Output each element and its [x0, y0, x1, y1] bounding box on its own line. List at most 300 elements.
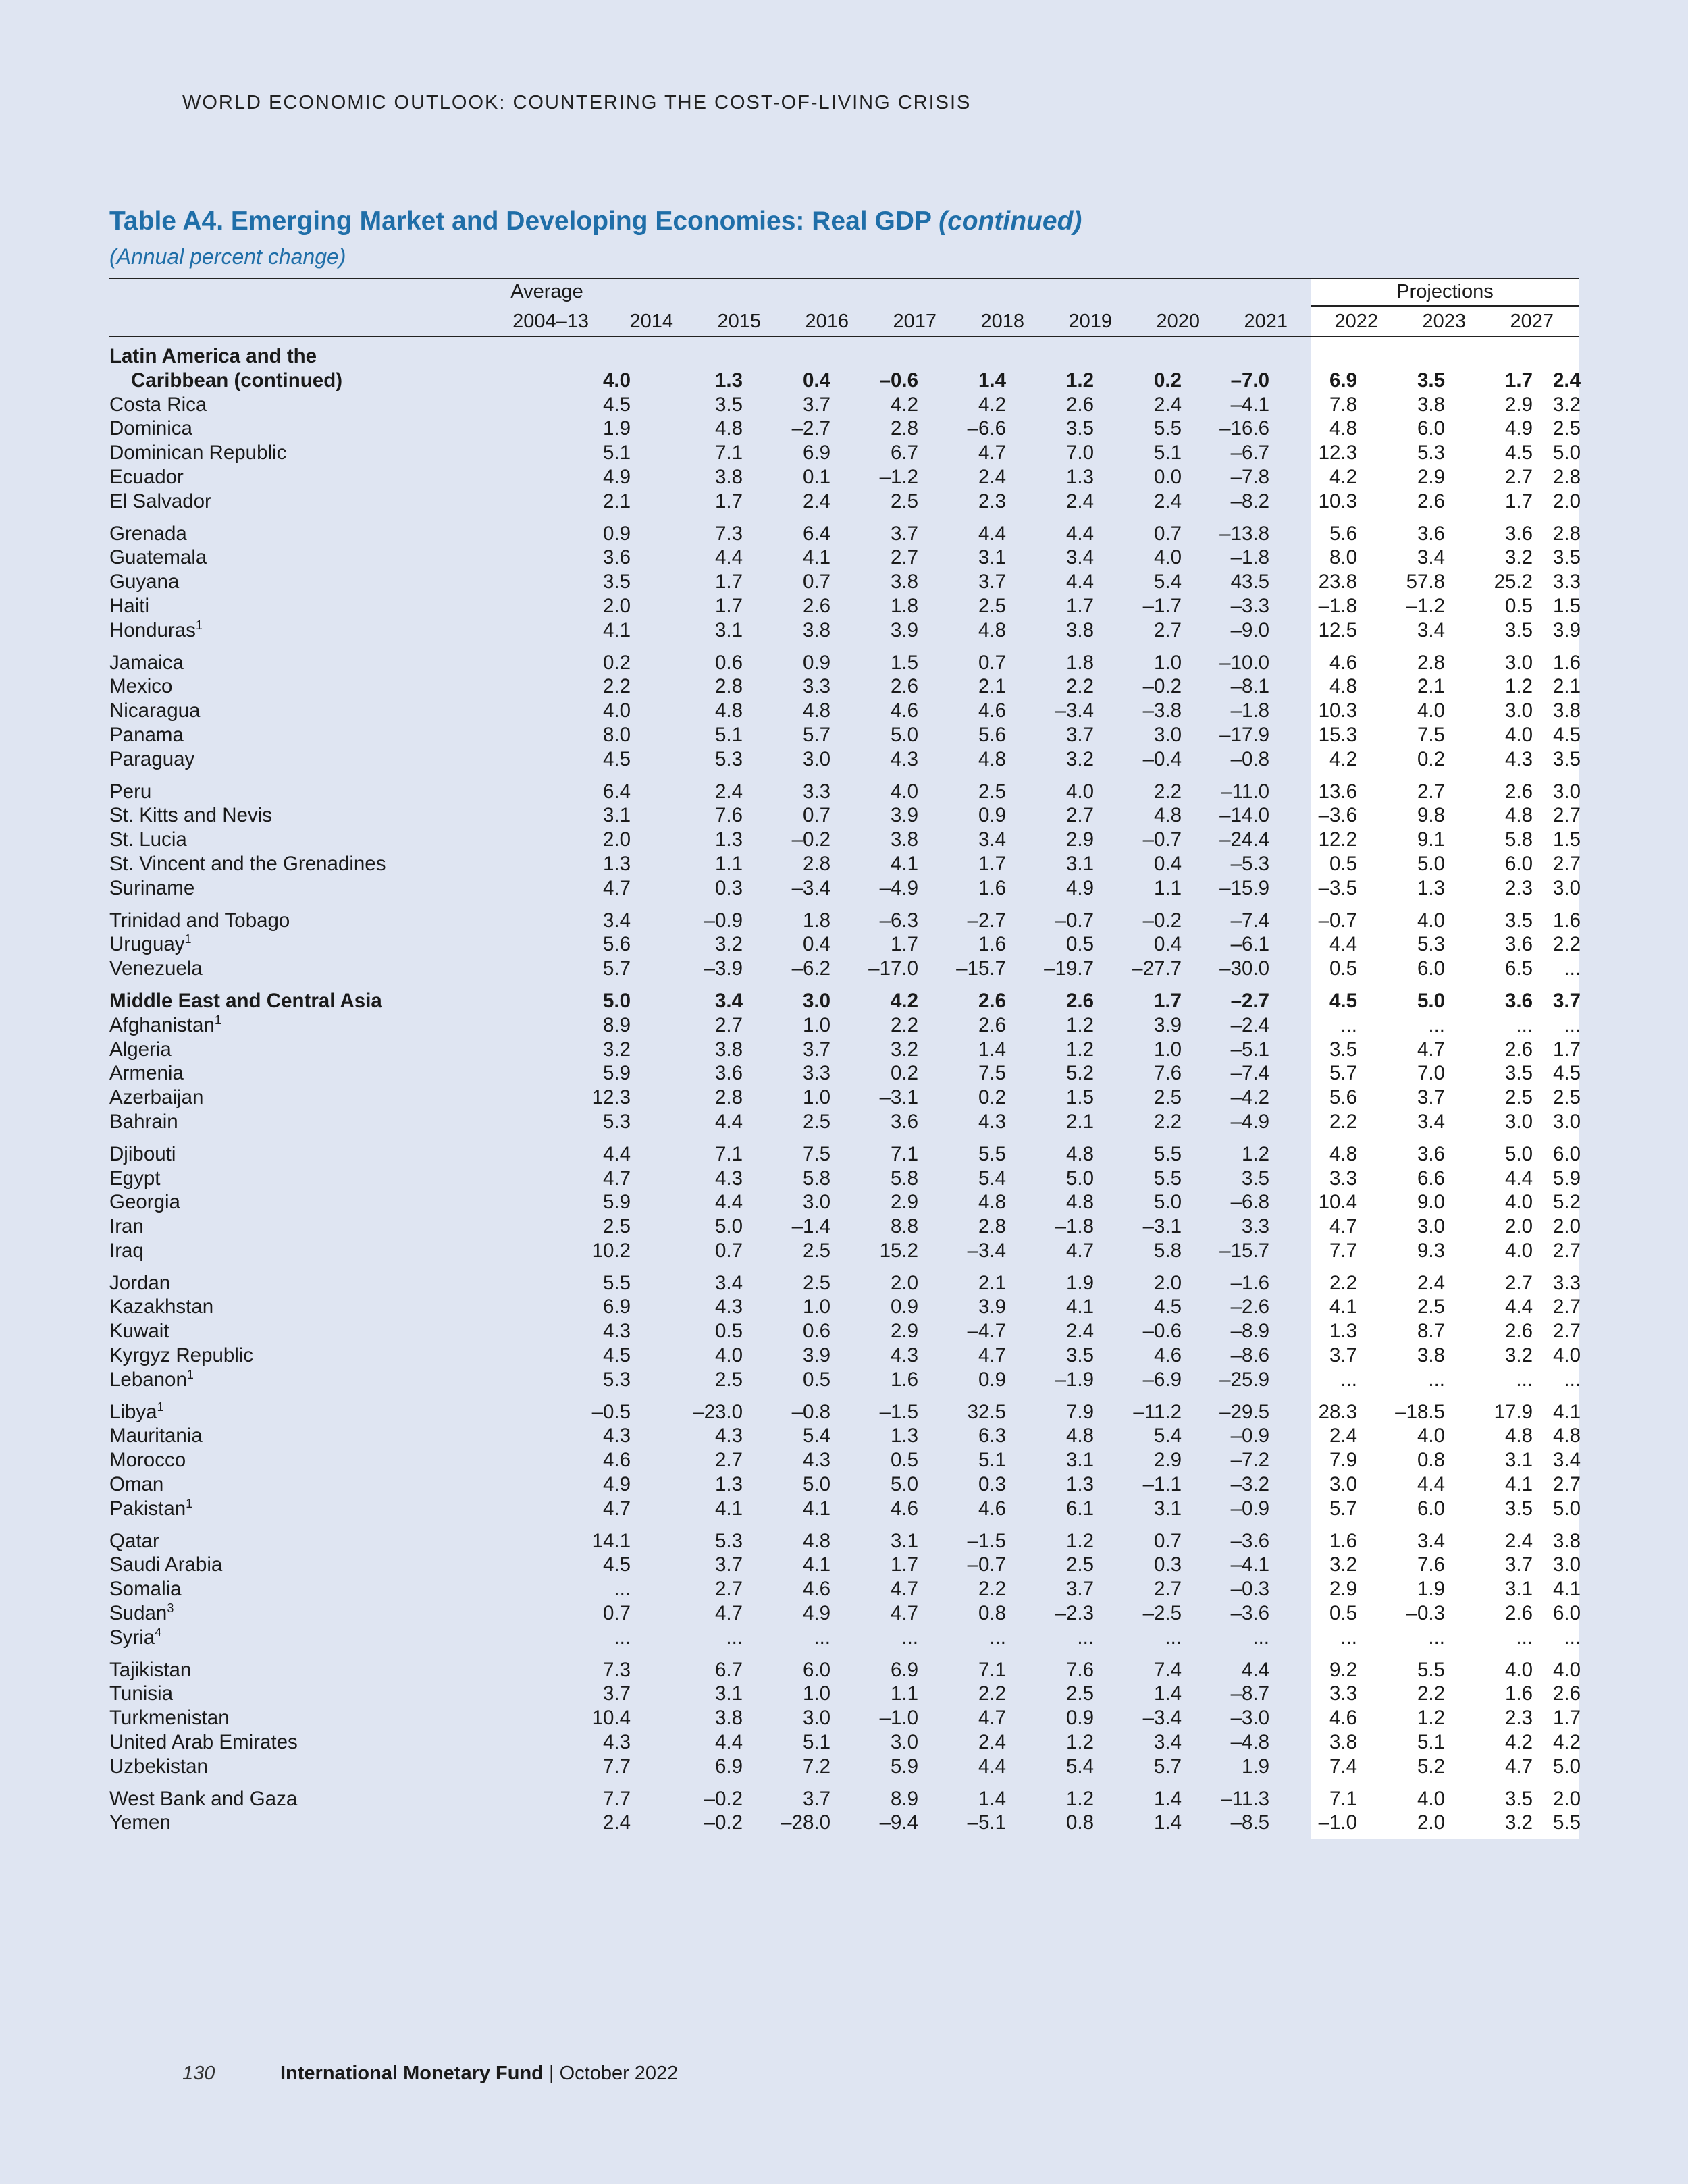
cell-2004–13: 0.9	[602, 522, 631, 545]
row-label	[109, 1472, 567, 1497]
cell-2020: –8.9	[1230, 1320, 1269, 1343]
table-row	[109, 643, 1606, 675]
cell-2017: 1.4	[978, 1787, 1006, 1810]
gdp-table	[109, 344, 1606, 1835]
table-row	[109, 1448, 1606, 1472]
cell-2015: –28.0	[781, 1811, 830, 1834]
cell-2018: 4.0	[1065, 780, 1094, 803]
cell-2019: –1.7	[1142, 594, 1182, 617]
cell-2004–13: 7.7	[602, 1787, 631, 1810]
cell-2020: –7.2	[1230, 1449, 1269, 1472]
cell-2023: 4.0	[1504, 723, 1533, 746]
table-row	[109, 981, 1606, 1013]
cell-2015: 1.8	[802, 909, 830, 932]
cell-2014: 4.1	[714, 1497, 743, 1520]
cell-2016: 4.3	[890, 1344, 918, 1367]
cell-2019: –3.4	[1142, 1707, 1182, 1730]
cell-2022: 3.6	[1417, 522, 1445, 545]
cell-2020: –6.7	[1230, 442, 1269, 464]
cell-2016: 4.6	[890, 699, 918, 722]
row-label	[109, 1755, 567, 1779]
cell-2021: 8.0	[1329, 546, 1357, 569]
row-label-text: Suriname	[109, 876, 195, 899]
table-row	[109, 772, 1606, 804]
cell-2015: 1.0	[802, 1296, 830, 1319]
cell-2015: 0.4	[802, 369, 830, 392]
column-header-4: 2017	[893, 311, 937, 332]
cell-2015: 4.1	[802, 546, 830, 569]
cell-2017: 0.7	[978, 651, 1006, 674]
cell-2018: 1.9	[1065, 1271, 1094, 1294]
cell-2022: 9.0	[1417, 1191, 1445, 1214]
cell-2014: ...	[726, 1626, 743, 1649]
cell-2017: 0.9	[978, 1368, 1006, 1391]
row-label-text: Iran	[109, 1215, 144, 1238]
cell-2018: –1.9	[1055, 1368, 1094, 1391]
cell-2027: 2.5	[1552, 1086, 1581, 1109]
cell-2015: 5.1	[802, 1731, 830, 1754]
cell-2016: 3.0	[890, 1731, 918, 1754]
row-label-text: Haiti	[109, 594, 150, 617]
cell-2016: 5.8	[890, 1167, 918, 1190]
row-label-text: Azerbaijan	[109, 1086, 204, 1109]
cell-2004–13: 4.7	[602, 876, 631, 899]
cell-2020: –7.4	[1230, 1062, 1269, 1085]
cell-2004–13: 4.3	[602, 1731, 631, 1754]
table-row	[109, 369, 1606, 393]
cell-2019: –1.1	[1142, 1473, 1182, 1496]
table-row	[109, 1706, 1606, 1730]
cell-2022: 3.8	[1417, 393, 1445, 416]
row-label-text: Panama	[109, 723, 184, 746]
cell-2004–13: 4.7	[602, 1167, 631, 1190]
cell-2019: 0.0	[1153, 465, 1182, 488]
cell-2019: 0.3	[1153, 1553, 1182, 1576]
table-row	[109, 1343, 1606, 1368]
cell-2021: 0.5	[1329, 1602, 1357, 1625]
cell-2004–13: 2.4	[602, 1811, 631, 1834]
cell-2027: 2.7	[1552, 804, 1581, 827]
cell-2004–13: 8.0	[602, 723, 631, 746]
cell-2018: 2.4	[1065, 489, 1094, 512]
footnote-marker: 1	[186, 1497, 193, 1511]
cell-2018: 7.0	[1065, 442, 1094, 464]
cell-2016: 0.9	[890, 1296, 918, 1319]
cell-2014: –0.2	[704, 1787, 743, 1810]
table-row	[109, 932, 1606, 957]
row-label	[109, 1521, 567, 1553]
cell-2018: –1.8	[1055, 1215, 1094, 1238]
cell-2015: 4.1	[802, 1497, 830, 1520]
cell-2017: 2.5	[978, 780, 1006, 803]
row-label-text: Pakistan	[109, 1497, 186, 1520]
table-row	[109, 441, 1606, 465]
cell-2015: 3.3	[802, 1062, 830, 1085]
cell-2019: –27.7	[1132, 957, 1182, 980]
cell-2014: 7.6	[714, 804, 743, 827]
cell-2019: 5.8	[1153, 1239, 1182, 1262]
cell-2014: 3.5	[714, 393, 743, 416]
cell-2004–13: 4.1	[602, 618, 631, 641]
cell-2015: 6.4	[802, 522, 830, 545]
cell-2015: 6.0	[802, 1658, 830, 1681]
row-label	[109, 1295, 567, 1319]
cell-2022: 5.0	[1417, 989, 1445, 1012]
cell-2027: 1.6	[1552, 909, 1581, 932]
cell-2004–13: 5.1	[602, 442, 631, 464]
cell-2023: 2.0	[1504, 1215, 1533, 1238]
table-title-suffix: (continued)	[939, 207, 1082, 236]
row-label	[109, 1134, 567, 1167]
cell-2027: 2.4	[1552, 369, 1581, 392]
table-row	[109, 1497, 1606, 1521]
cell-2019: 3.0	[1153, 723, 1182, 746]
row-label-text: Qatar	[109, 1529, 159, 1552]
cell-2021: 4.2	[1329, 747, 1357, 770]
cell-2020: –5.1	[1230, 1038, 1269, 1061]
cell-2027: 1.7	[1552, 1038, 1581, 1061]
cell-2023: 4.1	[1504, 1473, 1533, 1496]
cell-2016: 3.9	[890, 618, 918, 641]
row-label	[109, 901, 567, 933]
cell-2014: 3.6	[714, 1062, 743, 1085]
cell-2017: –2.7	[967, 909, 1006, 932]
cell-2022: 3.4	[1417, 1110, 1445, 1133]
row-label	[109, 932, 567, 957]
cell-2016: 5.9	[890, 1755, 918, 1778]
cell-2019: 7.6	[1153, 1062, 1182, 1085]
row-label	[109, 1811, 567, 1835]
cell-2027: 3.0	[1552, 1110, 1581, 1133]
cell-2017: 32.5	[967, 1400, 1006, 1423]
cell-2023: 4.2	[1504, 1731, 1533, 1754]
row-label	[109, 1553, 567, 1577]
row-label-text: Nicaragua	[109, 699, 201, 722]
cell-2023: 1.2	[1504, 675, 1533, 698]
cell-2020: –1.6	[1230, 1271, 1269, 1294]
cell-2015: 0.6	[802, 1320, 830, 1343]
cell-2016: 4.2	[890, 989, 918, 1012]
cell-2014: 0.5	[714, 1320, 743, 1343]
table-row	[109, 1553, 1606, 1577]
cell-2014: 1.3	[714, 1473, 743, 1496]
cell-2004–13: 5.3	[602, 1110, 631, 1133]
cell-2015: –2.7	[791, 417, 830, 440]
cell-2018: 2.5	[1065, 1682, 1094, 1705]
cell-2023: 4.5	[1504, 442, 1533, 464]
cell-2014: 4.8	[714, 417, 743, 440]
cell-2021: ...	[1340, 1626, 1357, 1649]
cell-2016: 3.9	[890, 804, 918, 827]
average-label: Average	[510, 281, 583, 302]
cell-2016: –1.2	[879, 465, 918, 488]
cell-2020: –3.6	[1230, 1529, 1269, 1552]
cell-2023: 2.3	[1504, 876, 1533, 899]
cell-2018: –2.3	[1055, 1602, 1094, 1625]
cell-2021: 0.5	[1329, 852, 1357, 875]
cell-2023: ...	[1516, 1626, 1533, 1649]
cell-2022: 6.0	[1417, 417, 1445, 440]
cell-2016: 8.8	[890, 1215, 918, 1238]
cell-2023: ...	[1516, 1013, 1533, 1036]
cell-2023: 6.0	[1504, 852, 1533, 875]
table-row	[109, 1472, 1606, 1497]
row-label	[109, 1682, 567, 1706]
cell-2017: 2.8	[978, 1215, 1006, 1238]
cell-2020: 4.4	[1241, 1658, 1269, 1681]
cell-2020: –2.4	[1230, 1013, 1269, 1036]
cell-2020: –8.2	[1230, 489, 1269, 512]
cell-2022: 3.6	[1417, 1142, 1445, 1165]
cell-2021: 5.7	[1329, 1062, 1357, 1085]
table-row	[109, 594, 1606, 618]
table-row	[109, 1215, 1606, 1239]
row-label-text: Armenia	[109, 1062, 184, 1085]
cell-2015: 3.3	[802, 780, 830, 803]
cell-2017: 4.7	[978, 442, 1006, 464]
cell-2017: 1.7	[978, 852, 1006, 875]
cell-2027: 5.0	[1552, 1497, 1581, 1520]
cell-2021: 2.9	[1329, 1578, 1357, 1601]
cell-2017: 3.4	[978, 828, 1006, 851]
row-label-text: St. Lucia	[109, 828, 187, 851]
cell-2022: 1.3	[1417, 876, 1445, 899]
cell-2018: 4.1	[1065, 1296, 1094, 1319]
cell-2021: –3.5	[1318, 876, 1357, 899]
row-label-text: Dominica	[109, 417, 192, 440]
cell-2022: 7.5	[1417, 723, 1445, 746]
cell-2014: 2.5	[714, 1368, 743, 1391]
cell-2022: 2.0	[1417, 1811, 1445, 1834]
cell-2004–13: 4.0	[602, 369, 631, 392]
cell-2018: 1.2	[1065, 369, 1094, 392]
cell-2016: 3.6	[890, 1110, 918, 1133]
footnote-marker: 1	[157, 1400, 164, 1414]
cell-2014: 4.8	[714, 699, 743, 722]
cell-2019: 4.5	[1153, 1296, 1182, 1319]
footnote-marker: 3	[167, 1601, 174, 1616]
table-row	[109, 1577, 1606, 1601]
row-label	[109, 1215, 567, 1239]
cell-2015: 3.7	[802, 1038, 830, 1061]
cell-2014: 2.7	[714, 1013, 743, 1036]
row-label	[109, 876, 567, 901]
cell-2019: 1.4	[1153, 1811, 1182, 1834]
footnote-marker: 1	[214, 1013, 221, 1027]
table-title-text: Table A4. Emerging Market and Developing Economies: Real GDP	[109, 207, 932, 236]
cell-2027: 5.9	[1552, 1167, 1581, 1190]
cell-2004–13: 0.2	[602, 651, 631, 674]
cell-2022: 2.1	[1417, 675, 1445, 698]
cell-2018: 2.1	[1065, 1110, 1094, 1133]
cell-2020: –9.0	[1230, 618, 1269, 641]
table-row	[109, 1392, 1606, 1424]
cell-2016: 5.0	[890, 723, 918, 746]
column-header-2: 2015	[717, 311, 761, 332]
cell-2004–13: 2.0	[602, 594, 631, 617]
cell-2015: 4.8	[802, 1529, 830, 1552]
row-label	[109, 1061, 567, 1086]
cell-2022: 4.0	[1417, 909, 1445, 932]
row-label	[109, 1392, 567, 1424]
cell-2018: 2.9	[1065, 828, 1094, 851]
group-title-line1: Latin America and the	[109, 345, 317, 367]
cell-2014: 4.4	[714, 1191, 743, 1214]
cell-2019: 1.1	[1153, 876, 1182, 899]
cell-2014: 3.8	[714, 1038, 743, 1061]
cell-2014: 3.7	[714, 1553, 743, 1576]
table-row	[109, 852, 1606, 876]
cell-2018: 3.1	[1065, 852, 1094, 875]
cell-2015: 0.5	[802, 1368, 830, 1391]
cell-2018: 4.4	[1065, 522, 1094, 545]
cell-2023: 3.1	[1504, 1578, 1533, 1601]
cell-2016: 15.2	[879, 1239, 918, 1262]
cell-2027: 3.4	[1552, 1449, 1581, 1472]
cell-2014: 3.8	[714, 1707, 743, 1730]
cell-2027: 2.7	[1552, 852, 1581, 875]
cell-2021: 3.3	[1329, 1167, 1357, 1190]
cell-2022: –0.3	[1406, 1602, 1445, 1625]
cell-2022: ...	[1428, 1013, 1445, 1036]
cell-2014: 5.1	[714, 723, 743, 746]
cell-2020: 3.3	[1241, 1215, 1269, 1238]
cell-2004–13: 5.6	[602, 933, 631, 956]
row-label	[109, 465, 567, 489]
cell-2014: 5.3	[714, 1529, 743, 1552]
cell-2018: 0.5	[1065, 933, 1094, 956]
row-label-text: Middle East and Central Asia	[109, 989, 382, 1012]
cell-2020: –0.9	[1230, 1424, 1269, 1447]
row-label-text: Honduras	[109, 618, 196, 641]
row-label	[109, 747, 567, 772]
row-label-text: Kazakhstan	[109, 1296, 214, 1319]
cell-2017: 1.6	[978, 933, 1006, 956]
cell-2017: 4.3	[978, 1110, 1006, 1133]
cell-2015: 3.7	[802, 1787, 830, 1810]
cell-2022: 7.6	[1417, 1553, 1445, 1576]
cell-2022: 5.5	[1417, 1658, 1445, 1681]
row-label	[109, 1086, 567, 1110]
row-label-text: Lebanon	[109, 1368, 187, 1391]
cell-2021: 7.7	[1329, 1239, 1357, 1262]
cell-2016: 2.9	[890, 1191, 918, 1214]
row-label-text: Dominican Republic	[109, 442, 287, 464]
row-label	[109, 1239, 567, 1263]
cell-2027: 2.8	[1552, 522, 1581, 545]
cell-2018: 2.7	[1065, 804, 1094, 827]
cell-2016: –17.0	[868, 957, 918, 980]
cell-2021: 10.4	[1318, 1191, 1357, 1214]
row-label-text: Mexico	[109, 675, 173, 698]
cell-2014: 3.2	[714, 933, 743, 956]
cell-2016: 4.6	[890, 1497, 918, 1520]
cell-2023: 25.2	[1494, 570, 1533, 593]
cell-2020: –4.9	[1230, 1110, 1269, 1133]
cell-2019: 0.4	[1153, 852, 1182, 875]
table-row	[109, 1190, 1606, 1215]
cell-2018: 2.6	[1065, 393, 1094, 416]
cell-2017: 4.8	[978, 747, 1006, 770]
cell-2020: –5.3	[1230, 852, 1269, 875]
cell-2027: 4.5	[1552, 723, 1581, 746]
cell-2020: –17.9	[1219, 723, 1269, 746]
row-label-text: Mauritania	[109, 1424, 203, 1447]
table-row	[109, 1779, 1606, 1811]
table-row	[109, 489, 1606, 514]
cell-2023: 17.9	[1494, 1400, 1533, 1423]
table-row	[109, 1755, 1606, 1779]
cell-2017: 2.2	[978, 1682, 1006, 1705]
cell-2023: 2.7	[1504, 1271, 1533, 1294]
row-label-text: Yemen	[109, 1811, 171, 1834]
cell-2014: 1.7	[714, 594, 743, 617]
cell-2017: 5.6	[978, 723, 1006, 746]
cell-2021: 3.7	[1329, 1344, 1357, 1367]
cell-2018: 1.2	[1065, 1731, 1094, 1754]
cell-2022: 5.1	[1417, 1731, 1445, 1754]
cell-2022: 2.4	[1417, 1271, 1445, 1294]
cell-2027: ...	[1564, 1013, 1581, 1036]
row-label-text: Bahrain	[109, 1110, 178, 1133]
cell-2014: 6.9	[714, 1755, 743, 1778]
cell-2015: 2.5	[802, 1239, 830, 1262]
cell-2021: 12.5	[1318, 618, 1357, 641]
cell-2017: 2.2	[978, 1578, 1006, 1601]
cell-2014: 1.7	[714, 570, 743, 593]
cell-2004–13: 0.7	[602, 1602, 631, 1625]
cell-2019: 2.7	[1153, 618, 1182, 641]
cell-2017: 4.7	[978, 1344, 1006, 1367]
cell-2018: 3.5	[1065, 1344, 1094, 1367]
cell-2027: 2.1	[1552, 675, 1581, 698]
cell-2021: 12.3	[1318, 442, 1357, 464]
cell-2020: –0.3	[1230, 1578, 1269, 1601]
cell-2027: 4.1	[1552, 1578, 1581, 1601]
table-row	[109, 1263, 1606, 1296]
cell-2022: 4.7	[1417, 1038, 1445, 1061]
table-title	[109, 207, 1082, 236]
cell-2019: 0.7	[1153, 1529, 1182, 1552]
cell-2019: 3.9	[1153, 1013, 1182, 1036]
cell-2014: 0.7	[714, 1239, 743, 1262]
cell-2018: 3.2	[1065, 747, 1094, 770]
cell-2019: –6.9	[1142, 1368, 1182, 1391]
cell-2023: 3.2	[1504, 1344, 1533, 1367]
cell-2023: 3.6	[1504, 989, 1533, 1012]
cell-2017: –6.6	[967, 417, 1006, 440]
cell-2014: 4.4	[714, 1110, 743, 1133]
cell-2023: 2.4	[1504, 1529, 1533, 1552]
cell-2021: 10.3	[1318, 699, 1357, 722]
cell-2017: 4.4	[978, 1755, 1006, 1778]
table-row	[109, 1811, 1606, 1835]
cell-2022: 2.5	[1417, 1296, 1445, 1319]
cell-2022: 5.2	[1417, 1755, 1445, 1778]
cell-2020: –16.6	[1219, 417, 1269, 440]
cell-2020: –7.4	[1230, 909, 1269, 932]
cell-2022: 4.0	[1417, 699, 1445, 722]
cell-2017: –4.7	[967, 1320, 1006, 1343]
cell-2022: 2.2	[1417, 1682, 1445, 1705]
cell-2017: 4.6	[978, 1497, 1006, 1520]
cell-2020: –4.1	[1230, 1553, 1269, 1576]
cell-2017: 2.1	[978, 675, 1006, 698]
cell-2021: 28.3	[1318, 1400, 1357, 1423]
cell-2022: 3.4	[1417, 546, 1445, 569]
cell-2018: –0.7	[1055, 909, 1094, 932]
cell-2015: 6.9	[802, 442, 830, 464]
